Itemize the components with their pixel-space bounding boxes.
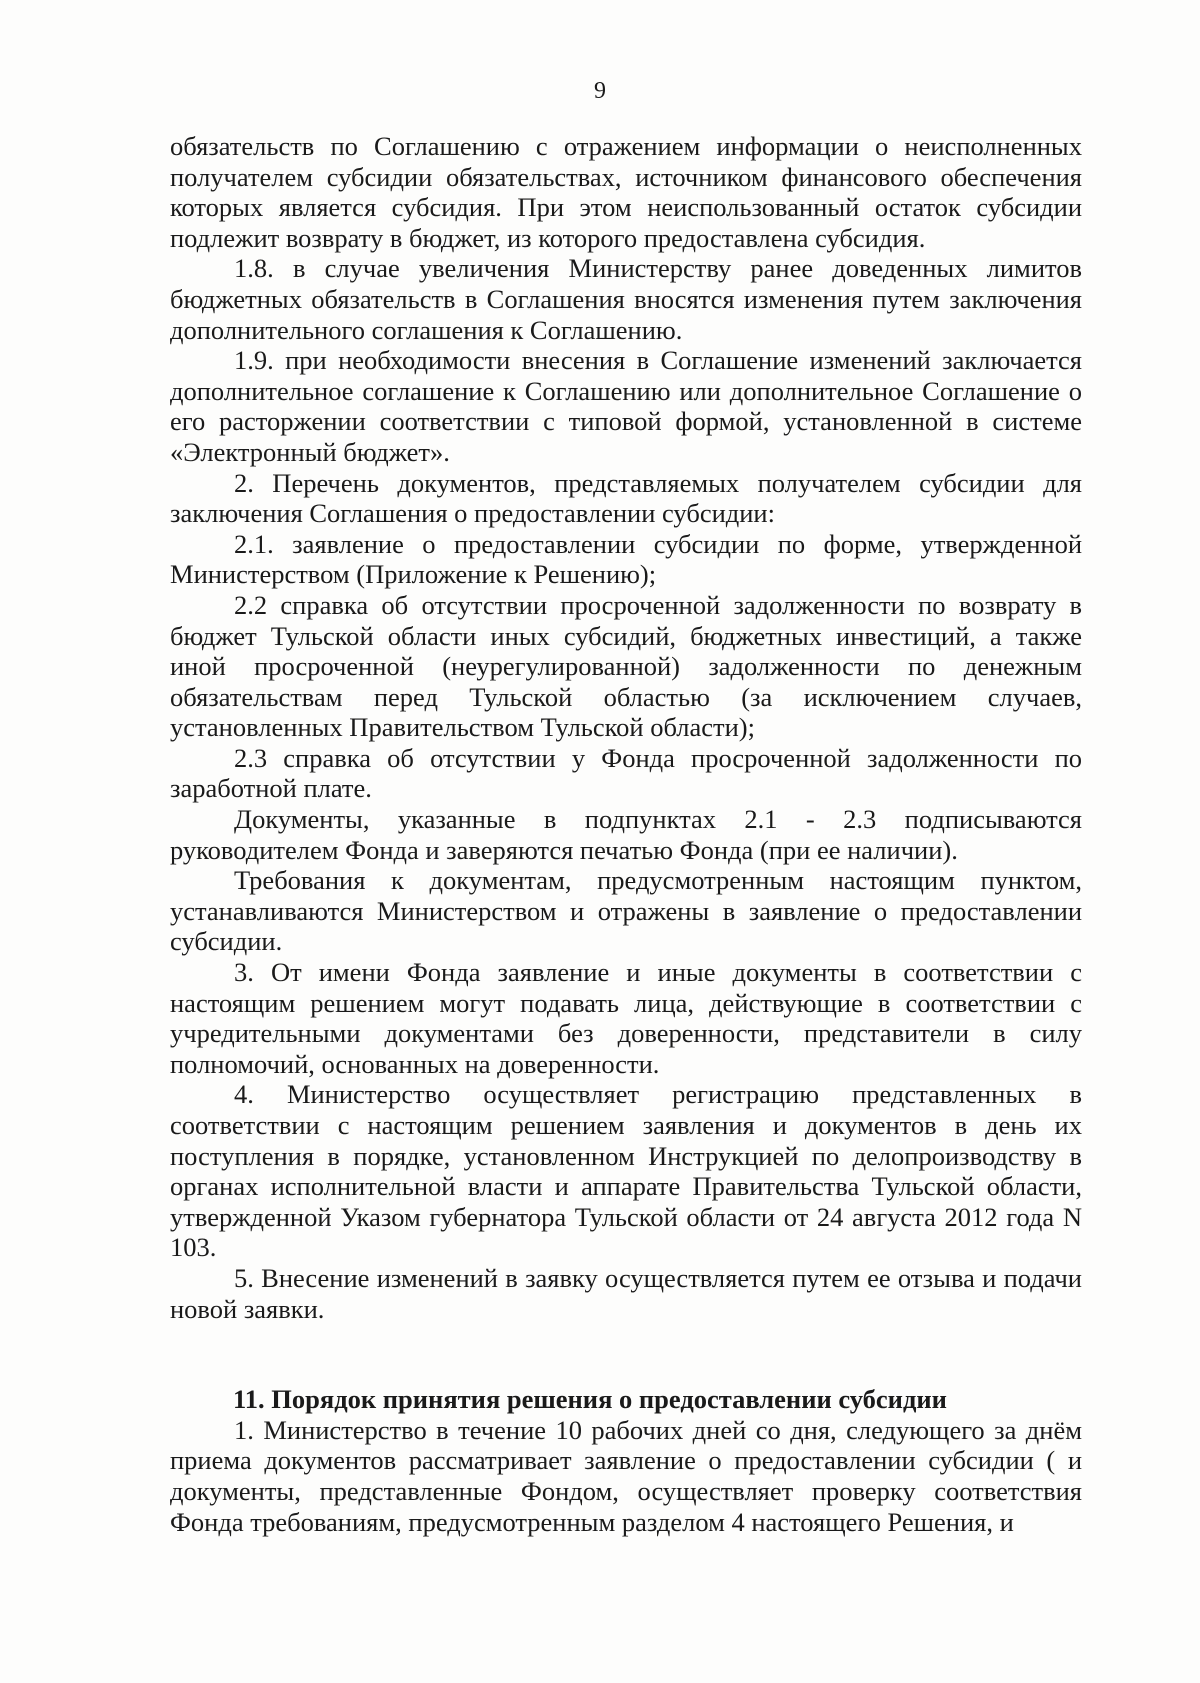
paragraph-5: 5. Внесение изменений в заявку осуществляется путем ее отзыва и подачи новой заявки. (170, 1262, 1082, 1324)
paragraph-1-8: 1.8. в случае увеличения Министерству ранее доведенных лимитов бюджетных обязательств в Соглашения вносятся изменения путем заключения дополнительного соглашения к Соглашению. (170, 253, 1082, 345)
paragraph-2-3: 2.3 справка об отсутствии у Фонда просроченной задолженности по заработной плате. (170, 742, 1082, 804)
paragraph-requirements: Требования к документам, предусмотренным настоящим пунктом, устанавливаются Министерством и отражены в заявление о предоставлении субсидии. (170, 865, 1082, 957)
page-number: 9 (594, 78, 606, 104)
section-heading: 11. Порядок принятия решения о предоставлении субсидии (233, 1384, 947, 1415)
paragraph-1-9: 1.9. при необходимости внесения в Соглашение изменений заключается дополнительное соглашение к Соглашению или дополнительное Соглашение о его расторжении соответствии с типовой формой, установленной в системе «Электронный бюджет». (170, 345, 1082, 467)
paragraph-4: 4. Министерство осуществляет регистрацию представленных в соответствии с настоящим решением заявления и документов в день их поступления в порядке, установленном Инструкцией по делопроизводству в органах исполнительной власти и аппарате Правительства Тульской области, утвержденной Указом губернатора Тульской области от 24 августа 2012 года N 103. (170, 1079, 1082, 1263)
paragraph-2-1: 2.1. заявление о предоставлении субсидии по форме, утвержденной Министерством (Приложение к Решению); (170, 528, 1082, 590)
paragraph-2: 2. Перечень документов, представляемых получателем субсидии для заключения Соглашения о предоставлении субсидии: (170, 467, 1082, 529)
paragraph-documents: Документы, указанные в подпунктах 2.1 - 2.3 подписываются руководителем Фонда и заверяются печатью Фонда (при ее наличии). (170, 804, 1082, 865)
paragraph-2-2: 2.2 справка об отсутствии просроченной задолженности по возврату в бюджет Тульской области иных субсидий, бюджетных инвестиций, а также иной просроченной (неурегулированной) задолженности по денежным обязательствам перед Тульской областью (за исключением случаев, установленных Правительством Тульской области); (170, 589, 1082, 743)
paragraph-3: 3. От имени Фонда заявление и иные документы в соответствии с настоящим решением могут подавать лица, действующие в соответствии с учредительными документами без доверенности, представители в силу полномочий, основанных на доверенности. (170, 957, 1082, 1079)
section-paragraph-1: 1. Министерство в течение 10 рабочих дней со дня, следующего за днём приема документов рассматривает заявление о предоставлении субсидии ( и документы, представленные Фондом, осуществляет проверку соответствия Фонда требованиям, предусмотренным разделом 4 настоящего Решения, и (170, 1414, 1082, 1537)
paragraph-continuation: обязательств по Соглашению с отражением информации о неисполненных получателем субсидии обязательствах, источником финансового обеспечения которых является субсидия. При этом неиспользованный остаток субсидии подлежит возврату в бюджет, из которого предоставлена субсидия. (170, 131, 1082, 253)
document-body (170, 131, 1082, 1537)
